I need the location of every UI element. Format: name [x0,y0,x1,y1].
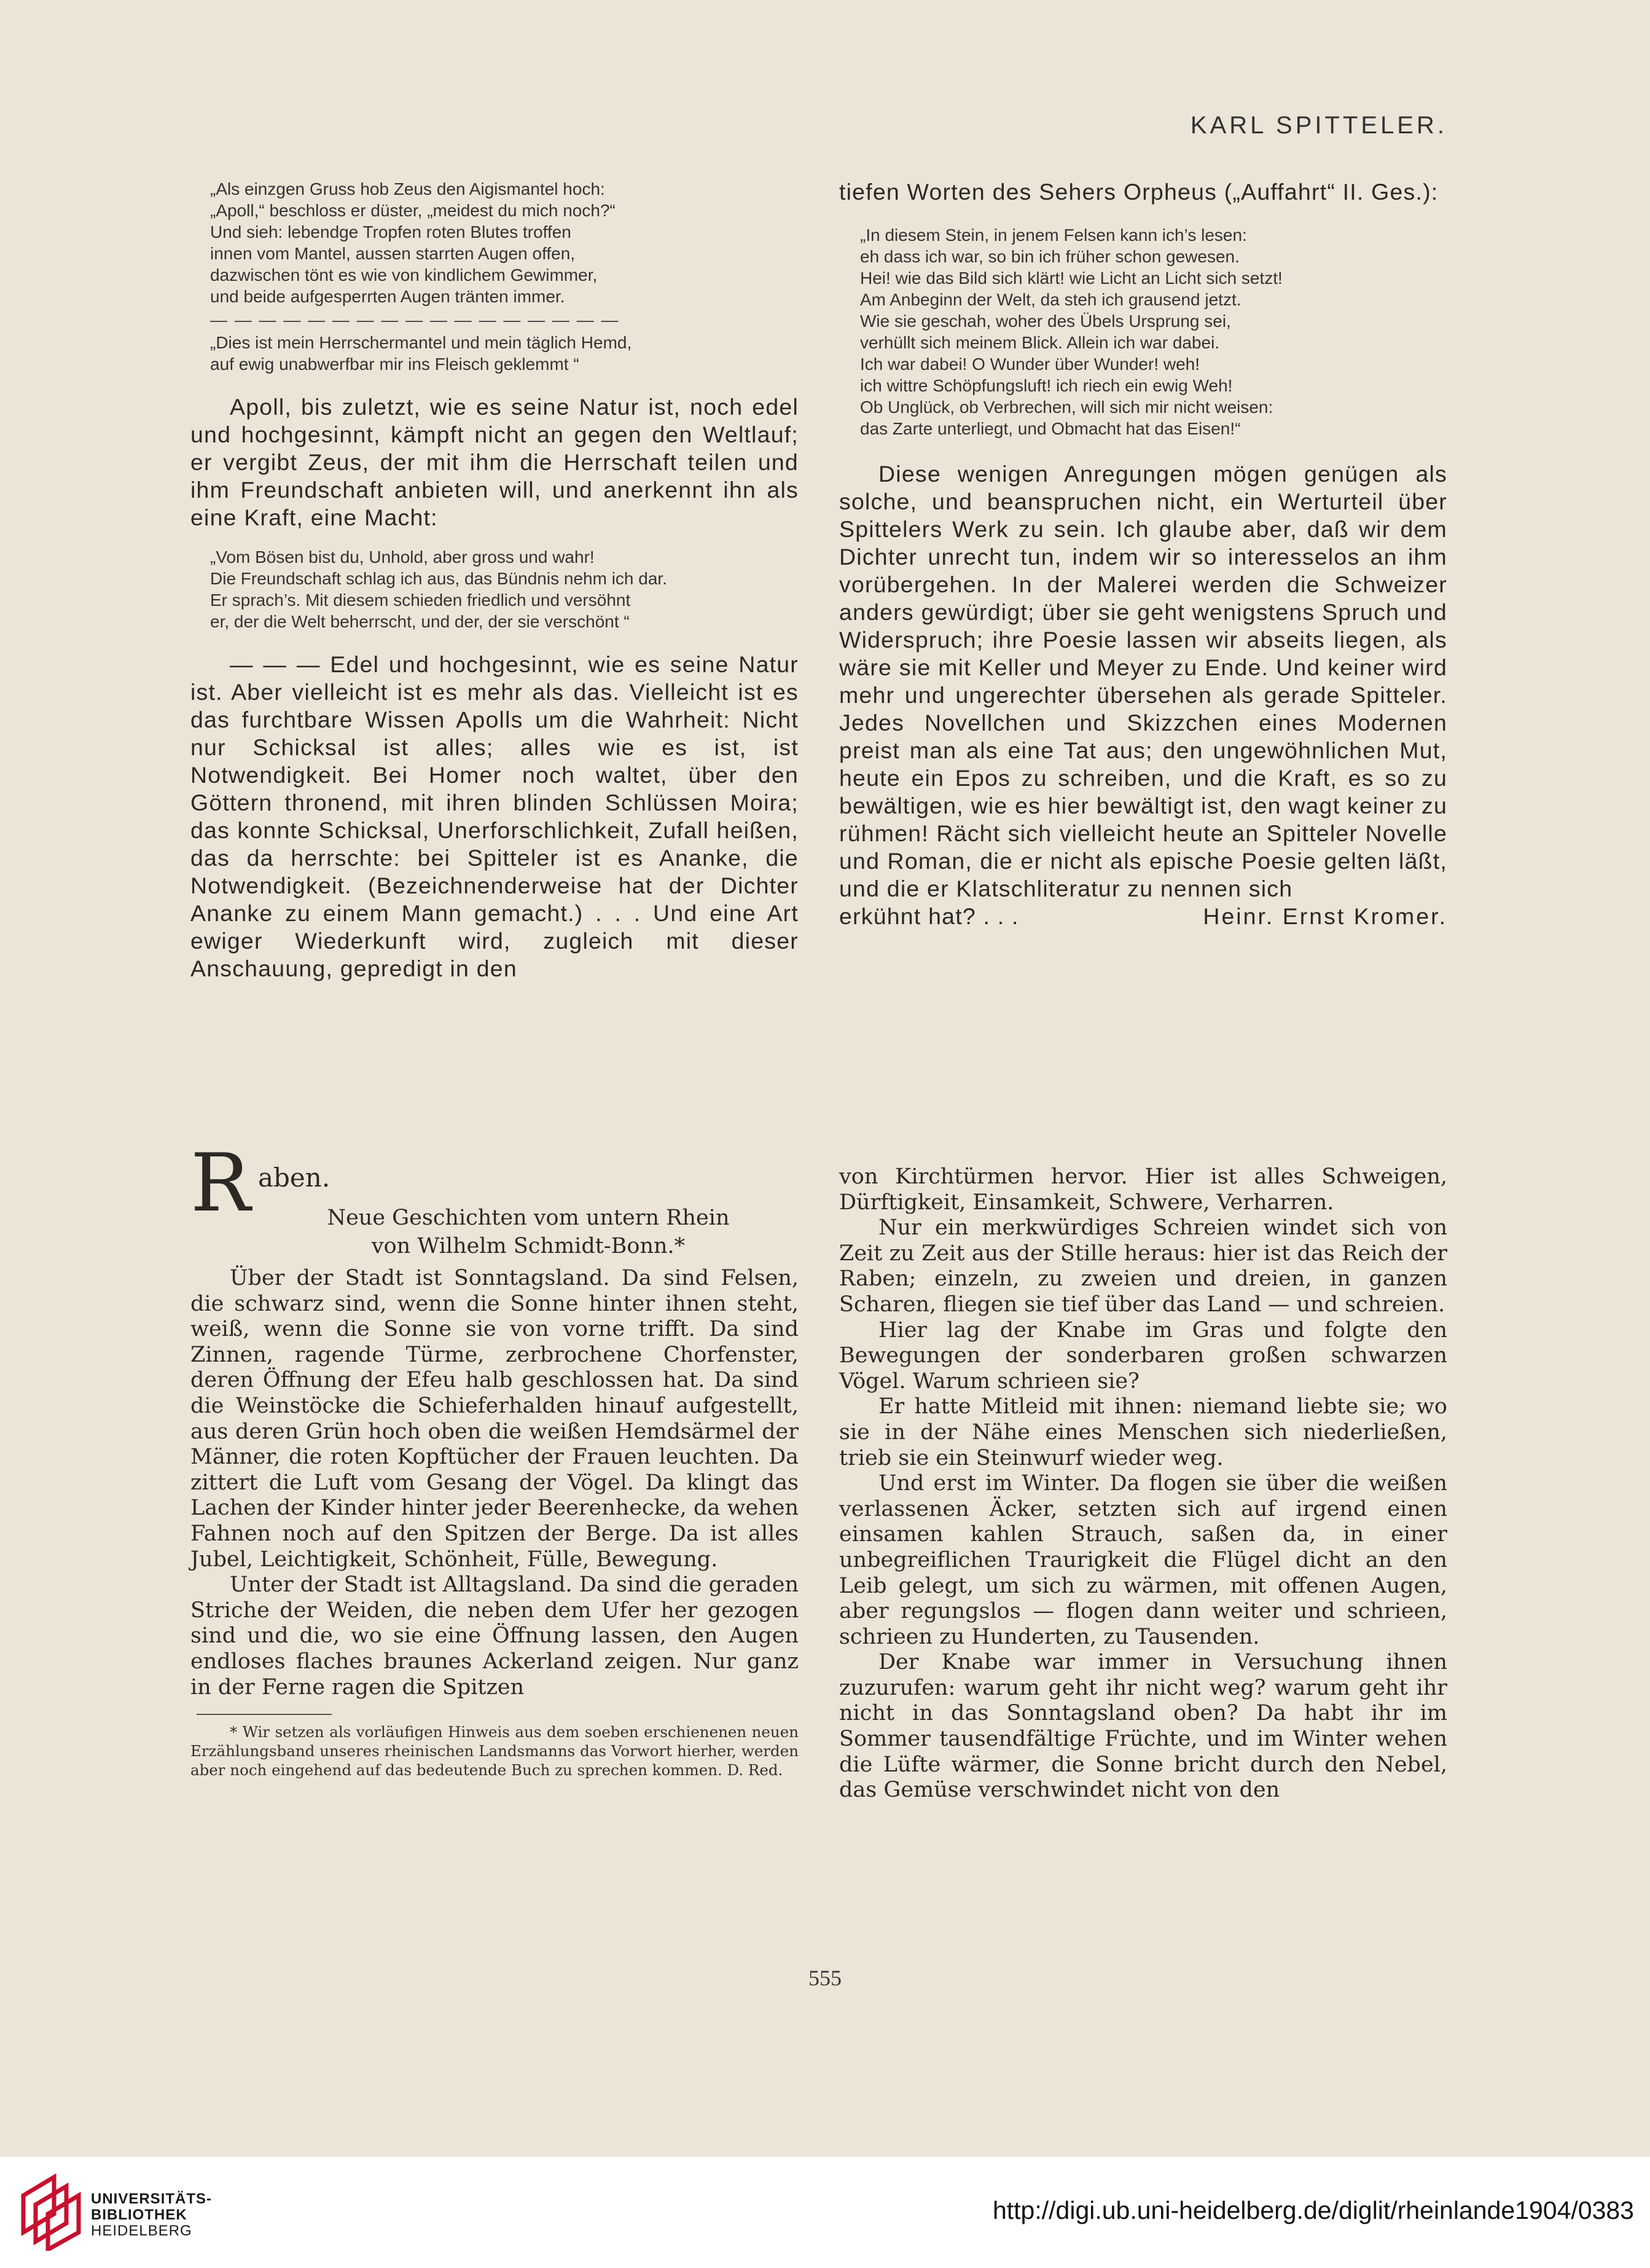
verse-line: Er sprach’s. Mit diesem schieden friedlich und versöhnt [210,591,631,610]
institution-line: HEIDELBERG [91,2223,192,2239]
right-column-lower [839,1164,1447,1803]
running-head: KARL SPITTELER. [1190,112,1447,139]
verse-line: Wie sie geschah, woher des Übels Ursprung sei, [860,312,1231,331]
author-signature: Heinr. Ernst Kromer. [1203,903,1447,929]
closing-line [839,903,1447,930]
verse-line: Und sieh: lebendge Tropfen roten Blutes troffen [210,222,571,241]
verse-line: „Vom Bösen bist du, Unhold, aber gross und wahr! [210,547,595,567]
paragraph-knabe: Hier lag der Knabe im Gras und folgte den Bewegungen der sonderbaren großen schwarzen Vögel. Warum schrieen sie? [839,1317,1447,1394]
verse-block-1 [190,178,799,307]
verse-line: „Dies ist mein Herrschermantel und mein täglich Hemd, [210,333,632,352]
verse-line: er, der die Welt beherrscht, und der, der sie verschönt “ [210,612,630,631]
left-column-upper [190,178,799,983]
paragraph-apoll: Apoll, bis zuletzt, wie es seine Natur ist, noch edel und hochgesinnt, kämpft nicht an gegen den Weltlauf; er vergibt Zeus, der mit ihm die Herrschaft teilen und ihm Freundschaft anbieten will, und anerkennt ihn als eine Kraft, eine Macht: [190,394,799,530]
verse-line: Ich war dabei! O Wunder über Wunder! weh! [860,355,1200,374]
left-column-lower [190,1266,799,1779]
paragraph-sonntagsland: Über der Stadt ist Sonntagsland. Da sind Felsen, die schwarz sind, wenn die Sonne hinter ihnen steht, weiß, wenn die Sonne sie von vorne trifft. Da sind Zinnen, ragende Türme, zerbrochene Chorfenster, deren Öffnung der Efeu halb geschlossen hat. Da sind die Weinstöcke die Schieferhalden hinauf aufgestellt, aus deren Grün hoch oben die weißen Hemdsärmel der Männer, die roten Kopftücher der Frauen leuchten. Da zittert die Luft vom Gesang der Vögel. Da klingt das Lachen der Kinder hinter jeder Beerenhecke, da wehen Fahnen noch auf den Spitzen der Berge. Da ist alles Jubel, Leichtigkeit, Schönheit, Fülle, Bewegung. [190,1266,799,1572]
article-title: aben. [258,1163,330,1193]
verse-line: und beide aufgesperrten Augen tränten immer. [210,287,565,306]
paragraph-orpheus-intro: tiefen Worten des Sehers Orpheus („Auffahrt“ II. Ges.): [839,179,1439,205]
verse-line: dazwischen tönt es wie von kindlichem Gewimmer, [210,265,598,284]
verse-line: das Zarte unterliegt, und Obmacht hat das Eisen!“ [860,419,1241,438]
university-library-logo-icon [17,2171,86,2251]
verse-block-2 [190,332,799,375]
institution-name [91,2191,212,2239]
verse-line: eh dass ich war, so bin ich früher schon gewesen. [860,247,1240,266]
verse-line: „Apoll,“ beschloss er düster, „meidest du mich noch?“ [210,201,616,220]
verse-line: verhüllt sich meinem Blick. Allein ich war dabei. [860,333,1220,352]
verse-line: Ob Unglück, ob Verbrechen, will sich mir nicht weisen: [860,398,1273,417]
footnote: * Wir setzen als vorläufigen Hinweis aus dem soeben erschienenen neuen Erzählungsband unseres rheinischen Landsmanns das Vorwort hierher, werden aber noch eingehend auf das bedeutende Buch zu sprechen kommen. D. Red. [190,1723,799,1779]
paragraph-raben-reich: Nur ein merkwürdiges Schreien windet sich von Zeit zu Zeit aus der Stille heraus: hier ist das Reich der Raben; einzeln, zu zweien und dreien, in ganzen Scharen, fliegen sie tief über das Land — und schreien. [839,1215,1447,1317]
institution-line: UNIVERSITÄTS- [91,2191,213,2207]
article-subtitle: Neue Geschichten vom untern Rhein [327,1206,730,1230]
paragraph-ananke: — — — Edel und hochgesinnt, wie es seine Natur ist. Aber vielleicht ist es mehr als das. Vielleicht ist es das furchtbare Wissen Apolls um die Wahrheit: Nicht nur Schicksal ist alles; alles wie es ist, ist Notwendigkeit. Bei Homer noch waltet, über den Göttern thronend, mit ihren blinden Schlüssen Moira; das konnte Schicksal, Unerforschlichkeit, Zufall heißen, das da herrschte: bei Spitteler ist es Ananke, die Notwendigkeit. (Bezeichnenderweise hat der Dichter Ananke zu einem Mann gemacht.) . . . Und eine Art ewiger Wiederkunft wird, zugleich mit dieser Anschauung, gepredigt in den [190,651,799,981]
verse-line: auf ewig unabwerfbar mir ins Fleisch geklemmt “ [210,355,579,374]
paragraph-versuchung: Der Knabe war immer in Versuchung ihnen zuzurufen: warum geht ihr nicht weg? warum geht ihr nicht in das Sonntagsland oben? Da habt ihr im Sommer tausendfältige Früchte, und im Winter wehen die Lüfte wärmer, die Sonne bricht durch den Nebel, das Gemüse verschwindet nicht von den [839,1650,1447,1803]
institution-line: BIBLIOTHEK [91,2207,187,2223]
right-column-upper [839,178,1447,930]
verse-block-3 [190,546,799,632]
verse-line: „Als einzgen Gruss hob Zeus den Aigismantel hoch: [210,179,605,198]
paragraph-conclusion: Diese wenigen Anregungen mögen genügen als solche, und beanspruchen nicht, ein Werturteil über Spittelers Werk zu sein. Ich glaube aber, daß wir dem Dichter unrecht tun, indem wir so interesselos an ihm vorübergehen. In der Malerei werden die Schweizer anders gewürdigt; über sie geht wenigstens Spruch und Widerspruch; ihre Poesie lassen wir abseits liegen, als wäre sie mit Keller und Meyer zu Ende. Und keiner wird mehr und ungerechter übersehen als gerade Spitteler. Jedes Novellchen und Skizzchen eines Modernen preist man als eine Tat aus; den ungewöhnlichen Mut, heute ein Epos zu schreiben, und die Kraft, es so zu bewältigen, wie es hier bewältigt ist, den wagt keiner zu rühmen! Rächt sich vielleicht heute an Spitteler Novelle und Roman, die er nicht als epische Poesie gelten läßt, und die er Klatschliteratur zu nennen sich [839,461,1447,901]
paragraph-alltagsland: Unter der Stadt ist Alltagsland. Da sind die geraden Striche der Weiden, die neben dem Ufer her gezogen sind und die, wo sie eine Öffnung lassen, den Augen endloses flaches braunes Ackerland zeigen. Nur ganz in der Ferne ragen die Spitzen [190,1572,799,1700]
article-author: von Wilhelm Schmidt-Bonn.* [371,1234,686,1258]
paragraph-winter: Und erst im Winter. Da flogen sie über die weißen verlassenen Äcker, setzten sich auf irgend einen einsamen kahlen Strauch, saßen da, in einer unbegreiflichen Traurigkeit die Flügel dicht an den Leib gelegt, um sich zu wärmen, mit offenen Augen, aber regungslos — flogen dann weiter und schrieen, schrieen zu Hunderten, zu Tausenden. [839,1471,1447,1649]
page-number: 555 [808,1966,842,1990]
drop-initial: R [190,1136,251,1230]
permalink-url[interactable]: http://digi.ub.uni-heidelberg.de/diglit/rheinlande1904/0383 [992,2196,1634,2224]
paragraph-continuation: von Kirchtürmen hervor. Hier ist alles Schweigen, Dürftigkeit, Einsamkeit, Schwere, Verharren. [839,1164,1447,1215]
paragraph-mitleid: Er hatte Mitleid mit ihnen: niemand liebte sie; wo sie in der Nähe eines Menschen sich niederließen, trieb sie ein Steinwurf wieder weg. [839,1394,1447,1470]
verse-line: ich wittre Schöpfungsluft! ich riech ein ewig Weh! [860,376,1233,395]
footnote-divider [197,1714,332,1715]
verse-line: Die Freundschaft schlag ich aus, das Bündnis nehm ich dar. [210,569,667,588]
verse-line: Hei! wie das Bild sich klärt! wie Licht an Licht sich setzt! [860,269,1283,288]
verse-line: innen vom Mantel, aussen starrten Augen offen, [210,244,576,263]
closing-text: erkühnt hat? . . . [839,903,1019,929]
verse-line: Am Anbeginn der Welt, da steh ich grausend jetzt. [860,290,1241,309]
verse-line: „In diesem Stein, in jenem Felsen kann ich’s lesen: [860,226,1247,245]
dash-separator: — — — — — — — — — — — — — — — — — [210,310,620,329]
verse-block-orpheus [839,224,1447,439]
